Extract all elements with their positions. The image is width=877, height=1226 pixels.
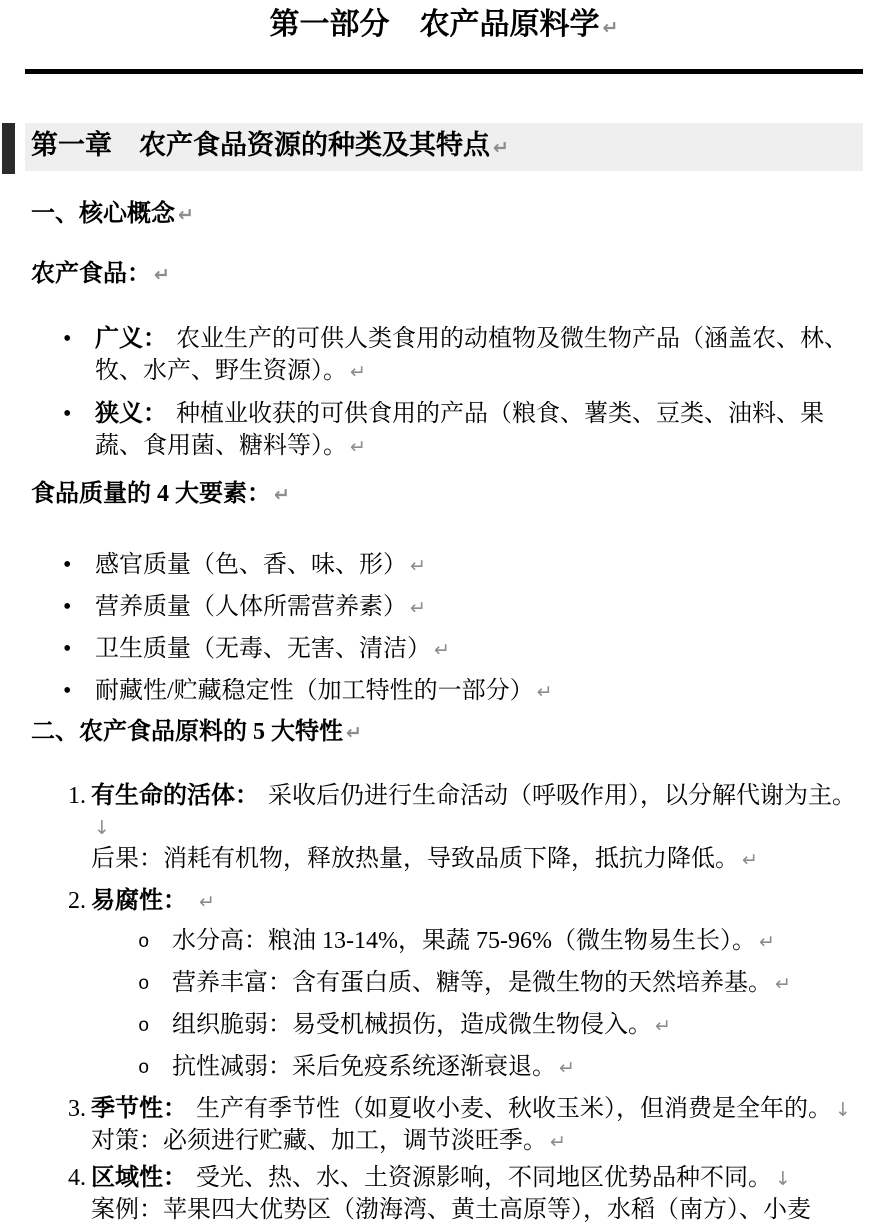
linebreak-mark: ↓ <box>94 817 110 839</box>
list-number: 4. <box>68 1165 86 1191</box>
paragraph-mark: ↵ <box>536 681 553 703</box>
trait-continuation <box>91 1195 863 1226</box>
circle-bullet-icon: o <box>138 931 150 953</box>
section-heading-text: 二、农产食品原料的 5 大特性 <box>31 719 343 745</box>
term-label: 广义： <box>95 326 167 352</box>
list-item <box>31 781 863 876</box>
bullet-icon: • <box>63 594 72 620</box>
doc-title-text: 第一部分 农产品原料学 <box>269 8 600 41</box>
trait-text: 采收后仍进行生命活动（呼吸作用），以分解代谢为主。 <box>268 783 856 809</box>
paragraph-mark: ↵ <box>434 639 450 661</box>
sub-item-text: 水分高：粮油 13-14%，果蔬 75-96%（微生物易生长）。 <box>172 928 756 954</box>
list-item <box>31 323 863 388</box>
paragraph-mark: ↵ <box>410 555 426 577</box>
list-item <box>31 1163 863 1226</box>
term-heading <box>31 261 863 288</box>
paragraph-mark: ↵ <box>199 891 215 913</box>
perishability-sublist <box>91 926 863 1084</box>
list-item <box>31 549 863 582</box>
sub-item-text: 组织脆弱：易受机械损伤，造成微生物侵入。 <box>172 1012 652 1038</box>
list-item <box>31 1094 863 1158</box>
paragraph-mark: ↵ <box>178 204 194 226</box>
paragraph-mark: ↵ <box>410 597 426 619</box>
list-item <box>31 675 863 708</box>
list-item-text: 卫生质量（无毒、无害、清洁） <box>95 636 431 662</box>
chapter-heading-text: 第一章 农产食品资源的种类及其特点 <box>31 130 490 160</box>
chapter-accent-bar <box>2 123 15 174</box>
linebreak-mark: ↓ <box>835 1099 851 1121</box>
quality-heading <box>31 481 863 508</box>
bullet-icon: • <box>63 401 72 427</box>
list-item <box>31 633 863 666</box>
list-item <box>91 1052 863 1084</box>
term-heading-text: 农产食品： <box>31 261 151 287</box>
list-item-text: 营养质量（人体所需营养素） <box>95 594 407 620</box>
trait-continuation <box>91 844 863 876</box>
doc-title <box>25 8 863 45</box>
document-page <box>0 8 877 1226</box>
trait-label: 有生命的活体： <box>91 783 259 809</box>
sub-item-text: 营养丰富：含有蛋白质、糖等，是微生物的天然培养基。 <box>172 970 772 996</box>
quality-list <box>31 549 863 708</box>
linebreak-mark: ↓ <box>775 1168 791 1190</box>
term-label: 狭义： <box>95 401 167 427</box>
circle-bullet-icon: o <box>138 973 150 995</box>
list-item <box>91 926 863 958</box>
paragraph-mark: ↵ <box>550 1131 566 1153</box>
quality-heading-text: 食品质量的 4 大要素： <box>31 481 271 507</box>
paragraph-mark: ↵ <box>758 931 775 953</box>
paragraph-mark: ↵ <box>493 137 509 159</box>
sub-item-text: 抗性减弱：采后免疫系统逐渐衰退。 <box>172 1054 556 1080</box>
list-item <box>91 1010 863 1042</box>
paragraph-mark: ↵ <box>274 484 290 506</box>
paragraph-mark: ↵ <box>602 17 619 39</box>
section-heading-core-concepts <box>31 201 863 228</box>
trait-text: 生产有季节性（如夏收小麦、秋收玉米），但消费是全年的。 <box>196 1096 832 1122</box>
section-heading-text: 一、核心概念 <box>31 201 175 227</box>
paragraph-mark: ↵ <box>350 361 366 383</box>
list-number: 3. <box>68 1096 86 1122</box>
chapter-heading <box>25 123 863 171</box>
list-item-text: 农业生产的可供人类食用的动植物及微生物产品（涵盖农、林、牧、水产、野生资源）。 <box>95 326 848 384</box>
list-item-text: 种植业收获的可供食用的产品（粮食、薯类、豆类、油料、果蔬、食用菌、糖料等）。 <box>95 401 824 459</box>
paragraph-mark: ↵ <box>346 722 362 744</box>
paragraph-mark: ↵ <box>559 1057 575 1079</box>
list-item <box>31 591 863 624</box>
list-item-text: 耐藏性/贮藏稳定性（加工特性的一部分） <box>95 678 534 704</box>
circle-bullet-icon: o <box>138 1057 150 1079</box>
list-number: 2. <box>68 888 86 914</box>
chapter-block <box>25 123 863 171</box>
circle-bullet-icon: o <box>138 1015 150 1037</box>
section-heading-traits <box>31 719 863 746</box>
trait-continuation <box>91 1126 863 1158</box>
title-divider <box>25 69 863 74</box>
trait-label: 季节性： <box>91 1096 187 1122</box>
list-item-text: 感官质量（色、香、味、形） <box>95 552 407 578</box>
paragraph-mark: ↵ <box>775 973 791 995</box>
bullet-icon: • <box>63 678 72 704</box>
list-item <box>31 886 863 1084</box>
bullet-icon: • <box>63 326 72 352</box>
trait-cont-text: 后果：消耗有机物，释放热量，导致品质下降，抵抗力降低。 <box>91 846 739 872</box>
paragraph-mark: ↵ <box>350 436 366 458</box>
bullet-icon: • <box>63 636 72 662</box>
list-item <box>31 398 863 463</box>
trait-cont-text: 案例：苹果四大优势区（渤海湾、黄土高原等），水稻（南方）、小麦 <box>91 1197 811 1223</box>
trait-label: 易腐性： <box>91 888 187 914</box>
list-item <box>91 968 863 1000</box>
paragraph-mark: ↵ <box>742 849 758 871</box>
trait-cont-text: 对策：必须进行贮藏、加工，调节淡旺季。 <box>91 1128 547 1154</box>
trait-label: 区域性： <box>91 1165 187 1191</box>
traits-list <box>31 781 863 1226</box>
definition-list <box>31 323 863 463</box>
trait-text: 受光、热、水、土资源影响，不同地区优势品种不同。 <box>196 1165 772 1191</box>
bullet-icon: • <box>63 552 72 578</box>
paragraph-mark: ↵ <box>154 264 170 286</box>
paragraph-mark: ↵ <box>655 1015 671 1037</box>
list-number: 1. <box>68 783 86 809</box>
